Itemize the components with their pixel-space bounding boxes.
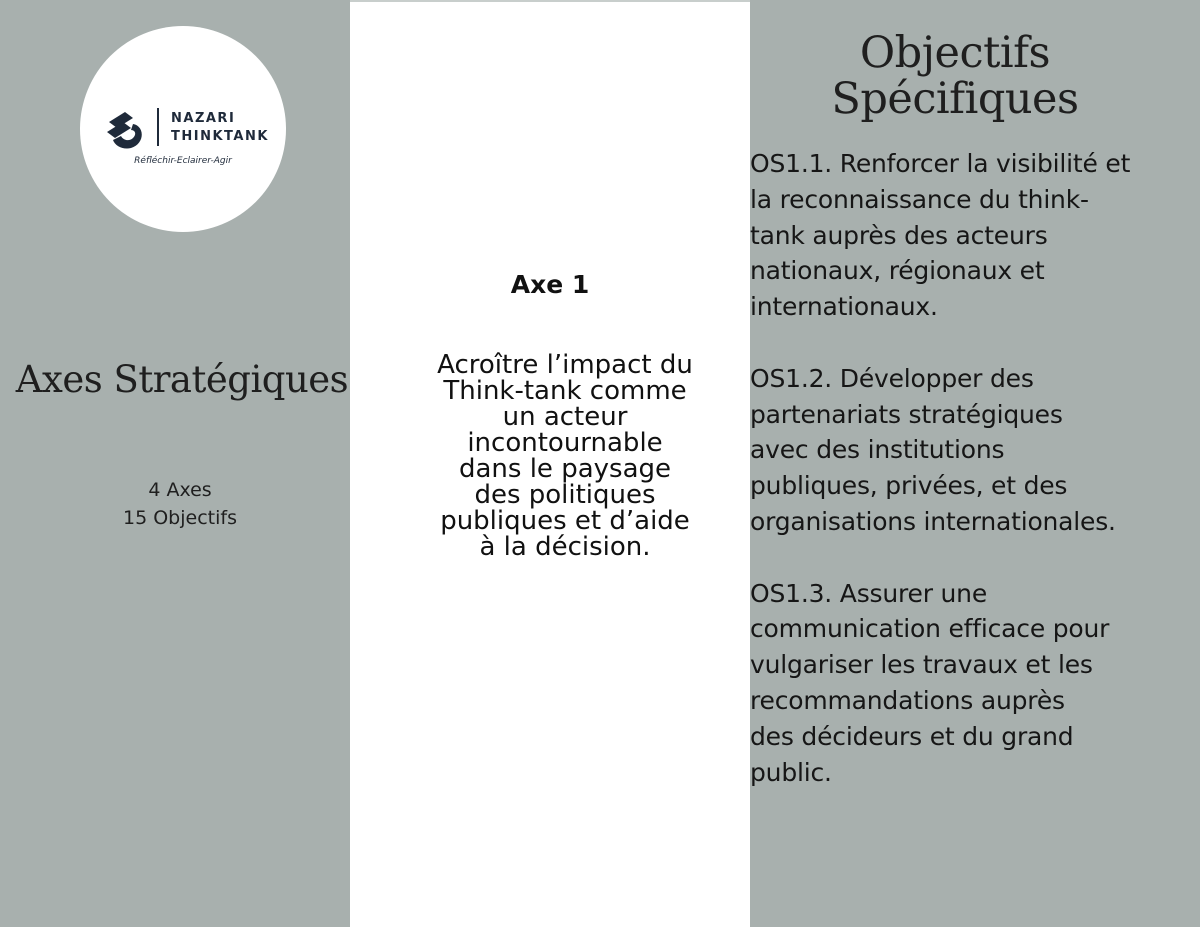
objective-os1-2: OS1.2. Développer des partenariats stratégiques avec des institutions publiques, privées, et des organisations internationales. bbox=[750, 363, 1116, 536]
logo-tagline: Réfléchir-Eclairer-Agir bbox=[134, 156, 232, 166]
logo-name bbox=[171, 110, 269, 146]
nazari-logo-icon bbox=[103, 108, 149, 154]
objective-os1-1: OS1.1. Renforcer la visibilité et la reconnaissance du think- tank auprès des acteurs nationaux, régionaux et internationaux. bbox=[750, 149, 1131, 322]
middle-panel bbox=[350, 0, 750, 927]
count-objectives: 15 Objectifs bbox=[123, 507, 237, 529]
logo bbox=[80, 26, 286, 232]
objectives-title-line1: Objectifs bbox=[859, 28, 1051, 78]
axe-title: Axe 1 bbox=[510, 270, 590, 299]
objectives-list bbox=[750, 146, 1200, 826]
objectives-title bbox=[750, 30, 1160, 122]
axe-description: Acroître l’impact du Think-tank comme un acteur incontournable dans le paysage des politiques publiques et d’aide à la décision. bbox=[437, 350, 693, 562]
left-panel bbox=[0, 0, 350, 927]
logo-name-line2: THINKTANK bbox=[171, 129, 269, 144]
objective-os1-3: OS1.3. Assurer une communication efficace pour vulgariser les travaux et les recommandations auprès des décideurs et du grand public. bbox=[750, 578, 1110, 787]
axes-title: Axes Stratégiques bbox=[15, 358, 349, 401]
logo-name-line1: NAZARI bbox=[171, 111, 236, 126]
axes-counts bbox=[0, 476, 360, 532]
objectives-title-line2: Spécifiques bbox=[831, 74, 1079, 124]
logo-divider bbox=[157, 108, 159, 146]
count-axes: 4 Axes bbox=[148, 479, 212, 501]
right-panel bbox=[750, 0, 1200, 927]
